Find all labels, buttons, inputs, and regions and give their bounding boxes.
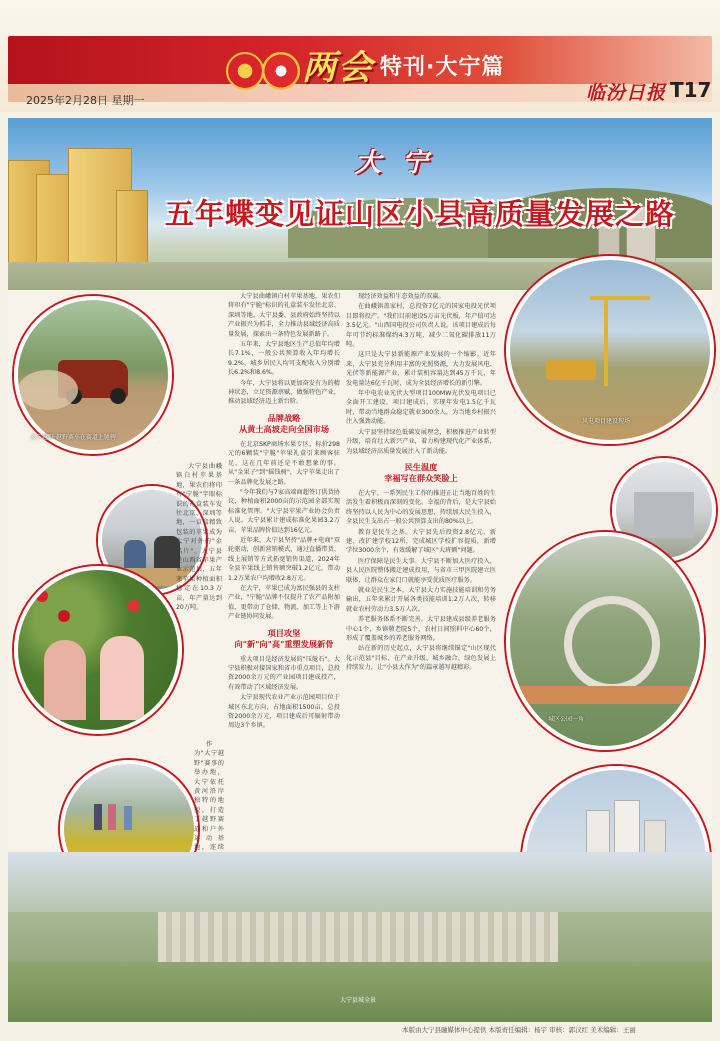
- crane-shape: [590, 296, 650, 300]
- photo-apple-pickers: [14, 566, 182, 734]
- person-shape: [44, 640, 86, 720]
- paragraph: 在大宁，一系列民生工作的推进正让当地百姓的生活发生着积极而深刻的变化。幸福的背后，是大宁县始终坚持以人民为中心的发展思想，持续加大民生投入，全县民生支出占一般公共预算支出的80%以上。: [346, 489, 496, 526]
- person-shape: [94, 804, 102, 830]
- building-shape: [634, 492, 694, 538]
- page-credits: 本版由大宁县融媒体中心提供 本版责任编辑：杨宇 审核：郭汉红 美术编辑：王丽: [402, 1026, 636, 1034]
- paragraph: 五年来，大宁县地区生产总值年均增长7.1%，一般公共预算收入年均增长9.2%，城乡居民人均可支配收入分别增长6.2%和8.6%。: [228, 341, 340, 377]
- paragraph: 医疗保障是民生大事。大宁县不断加大医疗投入，县人民医院整体搬迁建成投用，与省市三甲医院建立医联体，让群众在家门口就能享受优质医疗服务。: [346, 557, 496, 584]
- national-emblem-icon: [226, 52, 264, 90]
- paragraph: 今年，大宁县将以更加奋发有为的精神状态，立足资源禀赋，做强特色产业，推动县域经济迈上新台阶。: [228, 379, 340, 406]
- wheel-shape: [110, 388, 126, 404]
- section-heading-livelihood: 民生温度 幸福写在群众笑脸上: [384, 461, 458, 483]
- masthead: [0, 0, 720, 112]
- paragraph: 大宁县现代农业产业示范园项目位于城区东北方向，占地面积1500亩，总投资2000余万元，项目建成后可辐射带动周边3个乡镇。: [228, 694, 340, 730]
- paragraph: 教育是民生之基。大宁县先后投资2.8亿元，新建、改扩建学校12所，完成城区学校扩容提质，新增学位3000余个，有效缓解了城区"大班额"问题。: [346, 528, 496, 555]
- paragraph: 近年来，大宁县坚持"品牌+电商"双轮驱动，创新营销模式，通过直播带货、线上展销等方式拓宽销售渠道，2024年全县苹果线上销售额突破1.2亿元，带动1.2万果农户均增收2.8万元。: [228, 536, 340, 582]
- footer-fields: [8, 962, 712, 1022]
- newspaper-name: 临汾日报: [586, 82, 667, 104]
- footer-sky: [8, 852, 712, 912]
- person-shape: [124, 806, 132, 830]
- footer-town: [158, 912, 558, 962]
- caption-construction: 风电项目建设现场: [582, 418, 631, 425]
- paragraph: 就业是民生之本。大宁县大力实施技能培训和劳务输出，五年来累计开展各类技能培训1.2万人次，转移就业农村劳动力3.5万人次。: [346, 586, 496, 613]
- footer-photo-caption: 大宁县城全景: [340, 997, 377, 1004]
- article-column-3: [346, 292, 496, 674]
- issue-date: 2025年2月28日 星期一: [26, 94, 145, 107]
- dust-cloud: [18, 370, 78, 410]
- paragraph: 在大宁，苹果已成为富民强县的支柱产业，"宁脆"品牌不仅提升了农产品附加值，更带动了仓储、物流、加工等上下游产业链协同发展。: [228, 584, 340, 621]
- paragraph: 年中电农业光伏大型项目100MW光伏发电项目已全面开工建设，项目建成后，实现年发电1.5亿千瓦时，带动当地群众稳定就业300余人，为当地乡村振兴注入强劲动能。: [346, 390, 496, 426]
- person-shape: [100, 636, 144, 720]
- section-heading-projects: 项目攻坚 向"新"向"高"重塑发展新骨: [234, 627, 334, 649]
- special-edition-label: 特刊·大宁篇: [380, 55, 505, 80]
- crane-shape: [604, 296, 608, 386]
- paragraph: 在曲峨镇盖家村，总投资7亿元的国家电投光伏项目即将投产。"我们目前建设5万亩光伏板，年产值可达3.5亿元。"山西国电投公司负责人说。该项目建成后每年可节约标准煤约4.3万吨，减少二氧化碳排放11万吨。: [346, 303, 496, 349]
- section-heading-brand: 品牌战略 从黄土高坡走向全国市场: [238, 412, 330, 434]
- paragraph: 这只是大宁县新能源产业发展的一个缩影。近年来，大宁县充分利用丰富的光照资源，大力发展风电、光伏等新能源产业，累计装机容量达到45万千瓦，年发电量达6亿千瓦时，成为全县经济增长的新引擎。: [346, 351, 496, 387]
- headline: 五年蝶变见证山区小县高质量发展之路: [164, 197, 675, 231]
- flowerbed-shape: [520, 686, 690, 704]
- truck-shape: [546, 360, 596, 380]
- county-title: 大 宁: [355, 148, 435, 178]
- caption-off-road: 大宁越野·越野赛车在赛道上驰骋: [30, 434, 116, 441]
- paragraph: 大宁县曲峨镇白村苹果基地，果农们将印有"宁脆"标识的礼盒装车发往北京、深圳等地。大宁县委、县政府始终坚持以产业振兴为抓手，全力推动县域经济高质量发展，探索出一条特色发展新路子。: [228, 293, 340, 338]
- apple-shape: [36, 590, 48, 602]
- paragraph: 养老服务体系不断完善。大宁县建成县级养老服务中心1个、乡镇敬老院5个、农村日间照料中心60个，形成了覆盖城乡的养老服务网络。: [346, 616, 496, 642]
- paragraph: 大宁县曲峨镇白村苹果基地，果农们将印有"宁脆"字眼标识的礼盒装车发往北京、深圳等地，一盒盒精致包装的苹果成为大宁对外的"金名片"。大宁县是山西省苹果产业示范县，五年来苹果种植面积稳定在10.3万亩，年产量达到20万吨。: [176, 463, 222, 612]
- paragraph: 大宁县坚持绿色低碳发展理念，积极推进产业转型升级，培育壮大新兴产业，着力构建现代化产业体系，为县域经济高质量发展注入了新动能。: [346, 428, 496, 455]
- paragraph: 重大项目是经济发展的"压舱石"。大宁县积极对接国家和省市重点项目，总投资2000余万元的产业园项目建成投产，有效带动了区域经济发展。: [228, 655, 340, 691]
- circular-plaza: [564, 596, 660, 692]
- paragraph: 在北京SKP商场水果专区，标价298元的6颗装"宁脆"苹果礼盒引来顾客驻足，这在几年前还是不敢想象的事。从"金果子"到"摇钱树"，大宁苹果走出了一条品牌化发展之路。: [228, 440, 340, 486]
- paragraph: "今年我们与7家高端商超签订供货协议，种植面积2000亩的示范园全部实现标准化管理。"大宁县苹果产业协会负责人说。大宁县累计建成标准化果园3.2万亩，苹果品牌价值达到16亿元。: [228, 488, 340, 534]
- photo-park: [506, 532, 704, 750]
- paragraph: 现经济效益和生态效益的双赢。: [358, 293, 445, 300]
- lianghui-logo: 两会: [302, 48, 374, 88]
- article-column-1: [176, 462, 222, 614]
- apple-shape: [58, 610, 70, 622]
- apple-shape: [128, 600, 140, 612]
- article-column-2: [228, 292, 340, 732]
- photo-off-road-race: [14, 296, 172, 454]
- person-shape: [108, 804, 116, 830]
- paragraph: 站在新的历史起点，大宁县将继续锚定"山区现代化示范县"目标，在产业升级、城乡融合、绿色发展上持续发力，让"小县大作为"的篇章越写越精彩。: [346, 645, 496, 672]
- caption-park: 城区公园一角: [548, 716, 585, 723]
- paragraph: 作为"大宁越野"赛事的举办地，大宁依托黄河沿岸独特的地貌，打造了越野赛道和户外运动基地，连续: [194, 741, 224, 852]
- cppcc-emblem-icon: [262, 52, 300, 90]
- page-number: T17: [670, 78, 712, 102]
